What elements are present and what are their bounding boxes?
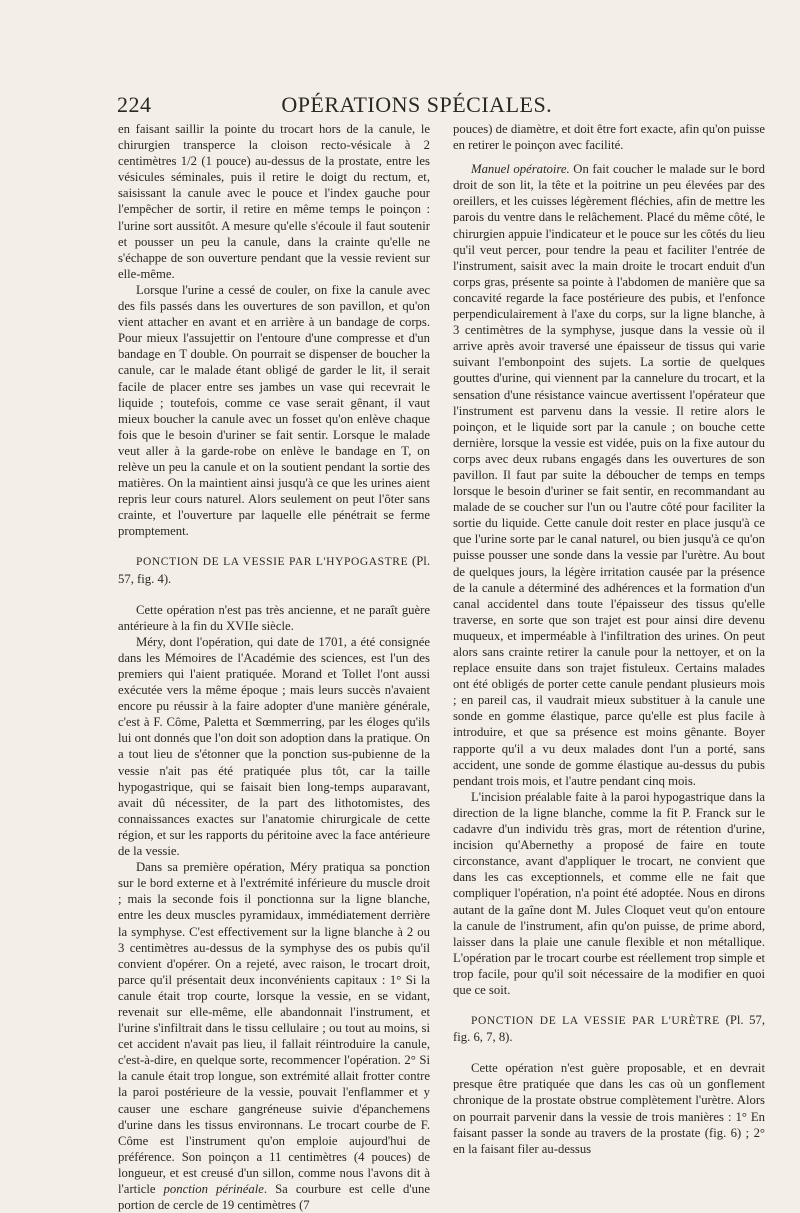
left-column	[118, 121, 430, 1213]
figure-reference: (Pl. 57, fig. 6, 7, 8).	[453, 1013, 765, 1045]
paragraph: Cette opération n'est pas très ancienne, et ne paraît guère antérieure à la fin du XVIIe siècle.	[118, 602, 430, 633]
section-title: PONCTION DE LA VESSIE PAR L'HYPOGASTRE	[136, 556, 409, 569]
italic-reference: ponction périnéale	[163, 1182, 264, 1196]
right-column	[453, 121, 765, 1157]
page-title: OPÉRATIONS SPÉCIALES.	[281, 92, 553, 117]
paragraph-text: Dans sa première opération, Méry pratiqua sa ponction sur le bord externe et à l'extrémité inférieure du muscle droit ; mais la seconde fois il ponctionna sur la ligne blanche, entre les deux muscles pyramidaux, immédiatement derrière la symphyse. C'est effectivement sur la ligne blanche à 2 ou 3 centimètres au-dessus de la symphyse des os pubis qu'il convient d'opérer. On a rejeté, avec raison, le trocart droit, parce qu'il présentait deux inconvénients capitaux : 1° Si la canule était trop courte, lorsque la vessie, en se vidant, revenait sur elle-même, elle abandonnait l'instrument, et l'urine s'infiltrait dans le tissu cellulaire ; ou tout au moins, si cet accident n'avait pas lieu, il fallait réintroduire la canule, c'est-à-dire, en quelque sorte, recommencer l'opération. 2° Si la canule était trop longue, son extrémité allait frotter contre la paroi postérieure de la vessie, pouvait l'enflammer et y causer une eschare gangréneuse suivie d'épanchemens d'urine dans les tissus environnans. Le trocart courbe de F. Côme est l'instrument qu'on emploie aujourd'hui de préférence. Son poinçon a 11 centimètres (4 pouces) de longueur, et est creusé d'un sillon, comme nous l'avons dit à l'article	[118, 860, 430, 1196]
paragraph: Cette opération n'est guère proposable, et en devrait presque être pratiquée que dans les cas où un gonflement chronique de la prostate obstrue complètement l'urètre. Alors on pourrait parvenir dans la vessie de trois manières : 1° En faisant passer la sonde au travers de la prostate (fig. 6) ; 2° en la faisant filer au-dessus	[453, 1061, 765, 1156]
paragraph-text: . Sa courbure est celle d'une portion de cercle de 19 centimètres (7	[118, 1182, 430, 1213]
running-header	[117, 92, 682, 118]
paragraph: Lorsque l'urine a cessé de couler, on fixe la canule avec des fils passés dans les ouvertures de son pavillon, et qu'on vient attacher en avant et en arrière à un bandage de corps. Pour mieux l'assujettir on l'entoure d'une compresse et d'un bandage en T double. On pourrait se dispenser de boucher la canule, car le malade étant obligé de garder le lit, il serait facile de placer entre ses jambes un vase qui recevrait le liquide ; toutefois, comme ce vase serait gênant, il vaut mieux boucher la canule avec un fosset qu'on enlève chaque fois que le besoin d'uriner se fait sentir. Lorsque le malade veut aller à la garde-robe on enlève le bandage en T, on relève un peu la canule et on la soutient pendant la sortie des matières. On la maintient ainsi jusqu'à ce que les urines aient repris leur cours naturel. Alors seulement on peut l'ôter sans crainte, et l'ouverture par laquelle elle pénétrait se ferme promptement.	[118, 282, 430, 539]
paragraph: pouces) de diamètre, et doit être fort exacte, afin qu'on puisse en retirer le poinçon avec facilité.	[453, 122, 765, 153]
figure-reference: (Pl. 57, fig. 4).	[118, 554, 430, 586]
paragraph: L'incision préalable faite à la paroi hypogastrique dans la direction de la ligne blanche, comme la fit P. Franck sur le cadavre d'un individu très gras, mort de rétention d'urine, incision qu'Abernethy a proposé de faire en toute circonstance, avant d'appliquer le trocart, ne convient que dans les cas exceptionnels, et comme elle ne fait que compliquer l'opération, n'a point été adoptée. Nous en dirons autant de la gaîne dont M. Jules Cloquet veut qu'on entoure la canule de l'instrument, afin qu'on puisse, de prime abord, laisser dans la plaie une canule flexible et non métallique. L'opération par le trocart courbe est réellement trop simple et trop facile, pour qu'il soit nécessaire de la modifier en quoi que ce soit.	[453, 789, 765, 997]
section-heading	[118, 553, 430, 587]
italic-heading: Manuel opératoire.	[471, 162, 570, 177]
section-heading	[453, 1012, 765, 1046]
paragraph: en faisant saillir la pointe du trocart hors de la canule, le chirurgien transperce la cloison recto-vésicale à 2 centimètres 1/2 (1 pouce) au-dessus de la prostate, entre les vésicules séminales, puis il retire le doigt du rectum, et, saisissant la canule avec le pouce et l'index gauche pour l'empêcher de sortir, il retire en même temps le poinçon : l'urine sort aussitôt. A mesure qu'elle s'écoule il faut soutenir et pousser un peu la canule, dans la crainte qu'elle ne s'échappe de son ouverture pendant que la vessie revient sur elle-même.	[118, 122, 430, 281]
paragraph	[453, 161, 765, 789]
page-number: 224	[117, 92, 152, 117]
paragraph	[118, 859, 430, 1213]
paragraph-text: On fait coucher le malade sur le bord droit de son lit, la tête et la poitrine un peu élevées par des oreillers, et les cuisses légèrement fléchies, afin de mettre les parois du ventre dans le relâchement. Placé du même côté, le chirurgien appuie l'indicateur et le pouce sur les côtés du lieu qu'il veut percer, pour tendre la peau et faciliter l'entrée de l'instrument, saisit avec la main droite le trocart enduit d'un corps gras, présente sa pointe à l'abdomen de manière que sa concavité regarde la face postérieure des pubis, et l'enfonce perpendiculairement à l'axe du corps, sur la ligne blanche, à 3 centimètres de la symphyse, jusque dans la vessie où il arrive après avoir traversé une épaisseur de tissus qui varie suivant l'embonpoint des sujets. La sortie de quelques gouttes d'urine, qui viennent par la cannelure du trocart, et la sensation d'une résistance vaincue avertissent l'opérateur que l'instrument est parvenu dans la vessie. Il retire alors le poinçon, et le liquide sort par la canule ; on bouche cette dernière, lorsque la vessie est vidée, puis on la fixe autour du corps avec deux rubans engagés dans les ouvertures de son pavillon. Il faut par suite la déboucher de temps en temps lorsque le besoin d'uriner se fait sentir, en recommandant au malade de se coucher sur l'un ou l'autre côté pour faciliter la sortie du liquide. Cette canule doit rester en place jusqu'à ce que l'urine sorte par le canal naturel, ou bien jusqu'à ce qu'on puisse pousser une sonde dans la vessie par l'urètre. Au bout de quelques jours, la légère irritation causée par la présence de la canule a déterminé des adhérences et la formation d'un canal accidentel dans toute l'épaisseur des tissus qu'elle traverse, en sorte que son trajet est pour ainsi dire devenu muqueux, et imperméable à l'infiltration des urines. On peut alors sans crainte retirer la canule pour la nettoyer, et on la replace ensuite dans son trajet fistuleux. Certains malades ont été obligés de porter cette canule pendant plusieurs mois ; en pareil cas, il vaudrait mieux substituer à la canule une sonde en gomme élastique, parce qu'elle est plus facile à introduire, et que sa présence est moins gênante. Boyer rapporte qu'il a vu deux malades dont l'un a porté, sans accident, une sonde de gomme élastique au-dessus du pubis pendant trois mois, et l'autre pendant cinq mois.	[453, 162, 765, 788]
section-title: PONCTION DE LA VESSIE PAR L'URÈTRE	[471, 1015, 720, 1028]
paragraph: Méry, dont l'opération, qui date de 1701, a été consignée dans les Mémoires de l'Académie des sciences, est l'un des premiers qui l'aient pratiquée. Morand et Tollet l'ont aussi exécutée vers la même époque ; mais leurs succès n'avaient encore pu réussir à la faire adopter d'une manière générale, c'est à F. Côme, Paletta et Sœmmerring, par les éloges qu'ils lui ont donnés que l'on doit son adoption dans la pratique. On a tout lieu de s'étonner que la ponction sus-pubienne de la vessie n'ait pas été pratiquée plus tôt, car la taille hypogastrique, qui se faisait bien long-temps auparavant, avait dû nécessiter, de la part des lithotomistes, des connaissances exactes sur l'anatomie chirurgicale de cette région, et sur les rapports du péritoine avec la face antérieure de la vessie.	[118, 634, 430, 859]
